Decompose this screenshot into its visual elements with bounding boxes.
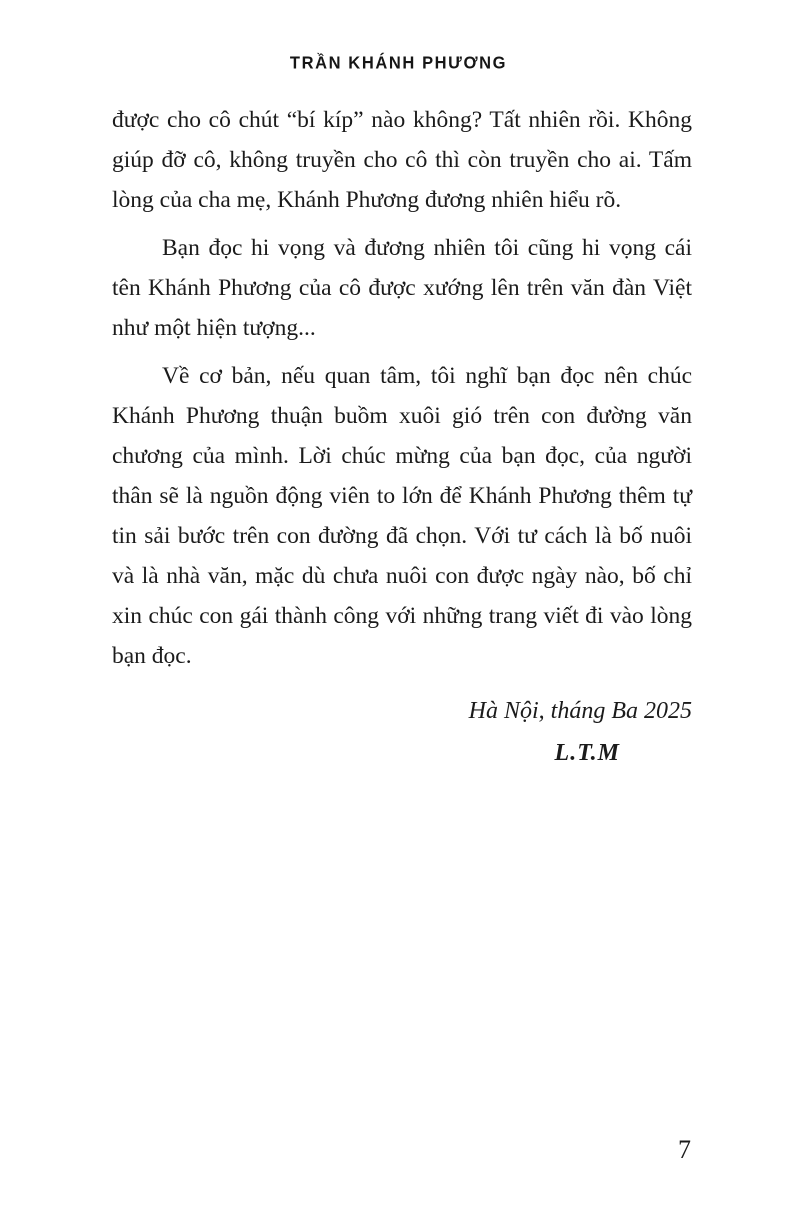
page-number: 7 [678,1135,691,1164]
paragraph: Về cơ bản, nếu quan tâm, tôi nghĩ bạn đọc nên chúc Khánh Phương thuận buồm xuôi gió trên con đường văn chương của mình. Lời chúc mừng của bạn đọc, của người thân sẽ là nguồn động viên to lớn để Khánh Phương thêm tự tin sải bước trên con đường đã chọn. Với tư cách là bố nuôi và là nhà văn, mặc dù chưa nuôi con được ngày nào, bố chỉ xin chúc con gái thành công với những trang viết đi vào lòng bạn đọc. [112,363,692,669]
signoff-block [112,690,692,774]
page-body [112,100,692,774]
signoff-signature: L.T.M [554,740,620,766]
signoff-place-date: Hà Nội, tháng Ba 2025 [468,698,692,724]
running-header: TRẦN KHÁNH PHƯƠNG [289,53,508,73]
paragraph: Bạn đọc hi vọng và đương nhiên tôi cũng hi vọng cái tên Khánh Phương của cô được xướng lên trên văn đàn Việt như một hiện tượng... [112,235,692,341]
paragraph-continuation: được cho cô chút “bí kíp” nào không? Tất nhiên rồi. Không giúp đỡ cô, không truyền cho cô thì còn truyền cho ai. Tấm lòng của cha mẹ, Khánh Phương đương nhiên hiểu rõ. [112,107,692,213]
